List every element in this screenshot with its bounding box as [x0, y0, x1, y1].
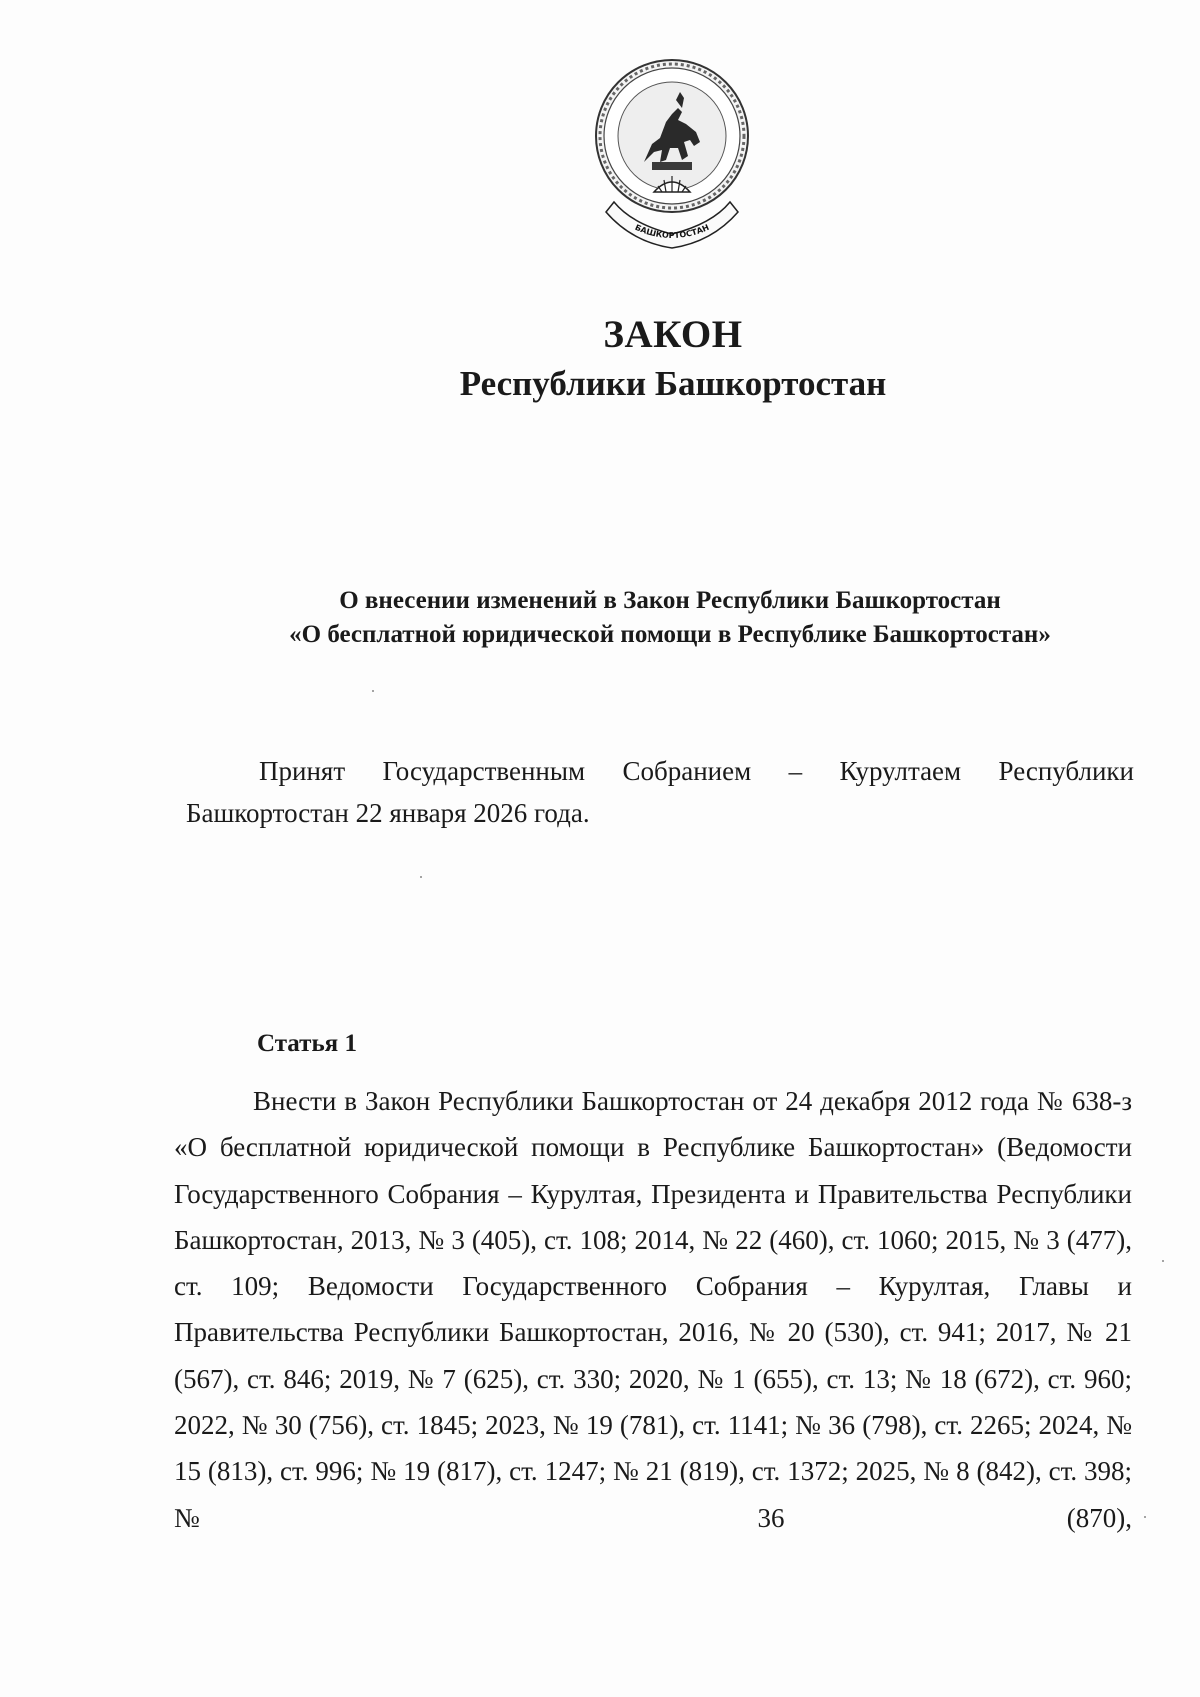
article-1-title: Статья 1 [257, 1030, 357, 1057]
scan-speck [1144, 1516, 1146, 1518]
document-subtitle: Республики Башкортостан [459, 364, 887, 403]
adoption-statement: Принят Государственным Собранием – Курултаем Республики Башкортостан 22 января 2026 года. [186, 756, 1134, 828]
document-title: ЗАКОН [603, 313, 743, 356]
article-1-body: Внести в Закон Республики Башкортостан от 24 декабря 2012 года № 638-з «О бесплатной юридической помощи в Республике Башкортостан» (Ведомости Государственного Собрания – Курултая, Президента и Правительства Республики Башкортостан, 2013, № 3 (405), ст. 108; 2014, № 22 (460), ст. 1060; 2015, № 3 (477), ст. 109; Ведомости Государственного Собрания – Курултая, Главы и Правительства Республики Башкортостан, 2016, № 20 (530), ст. 941; 2017, № 21 (567), ст. 846; 2019, № 7 (625), ст. 330; 2020, № 1 (655), ст. 13; № 18 (672), ст. 960; 2022, № 30 (756), ст. 1845; 2023, № 19 (781), ст. 1141; № 36 (798), ст. 2265; 2024, № 15 (813), ст. 996; № 19 (817), ст. 1247; № 21 (819), ст. 1372; 2025, № 8 (842), ст. 398; № 36 (870), [174, 1086, 1132, 1533]
law-name-line-2: «О бесплатной юридической помощи в Республике Башкортостан» [289, 621, 1051, 648]
emblem-icon [592, 52, 752, 252]
scan-speck [1162, 1260, 1164, 1262]
scan-speck [420, 876, 422, 878]
law-name-heading [180, 584, 1160, 652]
emblem-ribbon-text: БАШКОРТОСТАН [633, 222, 711, 241]
law-name-line-1: О внесении изменений в Закон Республики Башкортостан [339, 587, 1001, 614]
scan-speck [372, 690, 374, 692]
coat-of-arms-emblem [592, 52, 752, 252]
